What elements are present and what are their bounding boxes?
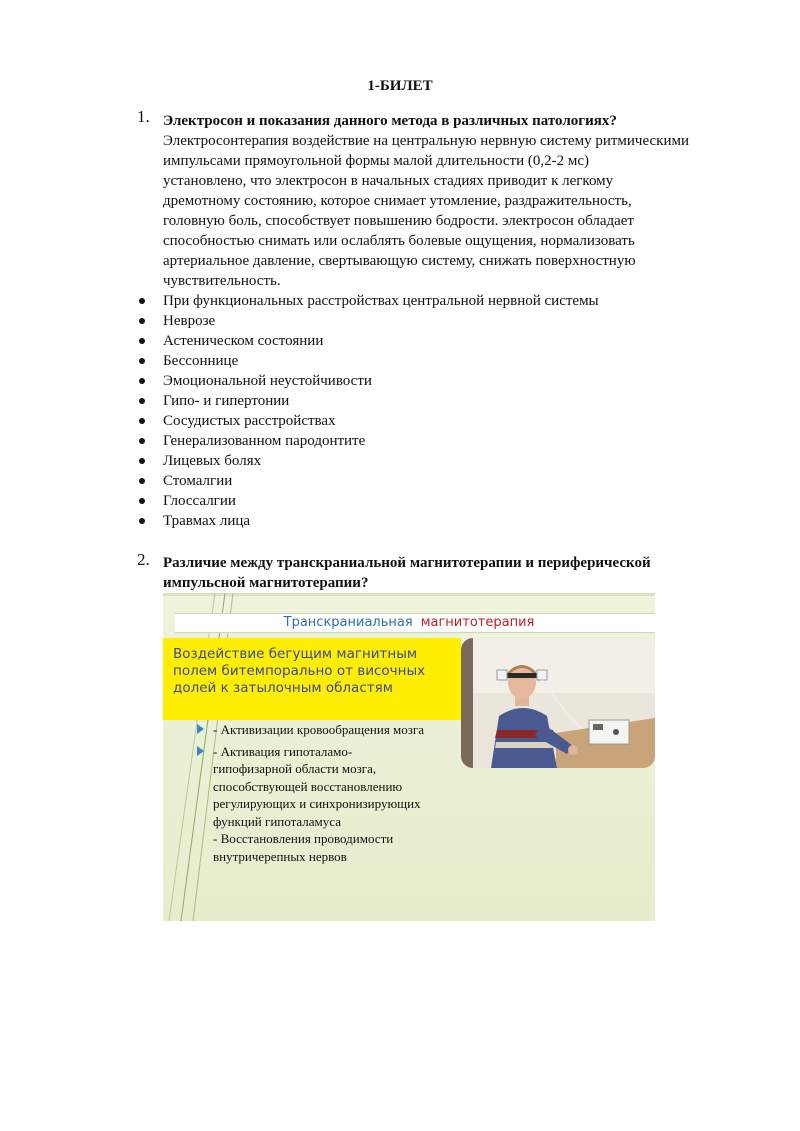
list-item bbox=[193, 743, 473, 831]
list-item-text: - Активация гипоталамо- bbox=[213, 743, 353, 759]
list-item-text: Стомалгии bbox=[163, 473, 233, 489]
list-item-text: функций гипоталамуса bbox=[213, 813, 341, 829]
list-item bbox=[137, 391, 599, 411]
list-item-text: Сосудистых расстройствах bbox=[163, 413, 336, 429]
patient-photo-illustration bbox=[461, 638, 655, 768]
effects-list bbox=[193, 721, 473, 865]
answer-line: дремотному состоянию, которое снимает утомление, раздражительность, bbox=[163, 193, 632, 209]
list-item bbox=[137, 451, 599, 471]
answer-line: способностью снимать или ослаблять болевые ощущения, нормализовать bbox=[163, 233, 635, 249]
list-item-text: При функциональных расстройствах центральной нервной системы bbox=[163, 293, 599, 309]
list-item bbox=[137, 491, 599, 511]
bullet-icon bbox=[139, 438, 145, 444]
question-2-title-line: импульсной магнитотерапии? bbox=[163, 575, 369, 591]
list-item-text: Астеническом состоянии bbox=[163, 333, 324, 349]
list-item-text: способствующей восстановлению bbox=[213, 778, 403, 794]
list-item bbox=[137, 471, 599, 491]
answer-line: установлено, что электросон в начальных стадиях приводит к легкому bbox=[163, 173, 614, 189]
list-item bbox=[137, 311, 599, 331]
list-item-text: внутричерепных нервов bbox=[213, 848, 347, 864]
list-item bbox=[137, 411, 599, 431]
bullet-icon bbox=[139, 458, 145, 464]
list-item bbox=[137, 431, 599, 451]
bullet-icon bbox=[139, 498, 145, 504]
patient-photo bbox=[461, 638, 655, 768]
list-item-text: Лицевых болях bbox=[163, 453, 262, 469]
question-1-answer bbox=[163, 131, 743, 291]
slide-heading bbox=[163, 613, 655, 633]
highlight-box bbox=[163, 638, 461, 720]
bullet-icon bbox=[139, 518, 145, 524]
list-item-text: - Активизации кровообращения мозга bbox=[213, 722, 425, 737]
question-1-number: 1. bbox=[137, 107, 150, 126]
list-item-text: гипофизарной области мозга, bbox=[213, 761, 377, 776]
answer-line: импульсами прямоугольной формы малой длительности (0,2-2 мс) bbox=[163, 153, 590, 169]
bullet-icon bbox=[139, 398, 145, 404]
arrow-icon bbox=[197, 724, 204, 734]
bullet-icon bbox=[139, 318, 145, 324]
bullet-icon bbox=[139, 338, 145, 344]
list-item-text: Гипо- и гипертонии bbox=[163, 393, 290, 409]
slide-heading-part2: магнитотерапия bbox=[420, 615, 535, 630]
bullet-icon bbox=[139, 298, 145, 304]
list-item-text: Неврозе bbox=[163, 313, 216, 329]
indications-list bbox=[137, 291, 599, 531]
answer-line: головную боль, способствует повышению бодрости. электросон обладает bbox=[163, 213, 634, 229]
question-1-title: Электросон и показания данного метода в различных патологиях? bbox=[163, 113, 617, 129]
list-item-text: Генерализованном пародонтите bbox=[163, 433, 366, 449]
arrow-icon bbox=[197, 746, 204, 756]
list-item bbox=[137, 371, 599, 391]
bullet-icon bbox=[139, 378, 145, 384]
list-item-text: регулирующих и синхронизирующих bbox=[213, 796, 421, 811]
list-item-text: Эмоциональной неустойчивости bbox=[163, 373, 372, 389]
list-item bbox=[137, 291, 599, 311]
list-item bbox=[193, 830, 473, 865]
list-item bbox=[137, 331, 599, 351]
bullet-icon bbox=[139, 418, 145, 424]
answer-line: артериальное давление, свертывающую систему, снижать поверхностную bbox=[163, 253, 636, 269]
highlight-line: Воздействие бегущим магнитным bbox=[173, 646, 418, 662]
list-item-text: Бессоннице bbox=[163, 353, 239, 369]
slide-image bbox=[163, 593, 655, 921]
question-2-title-line: Различие между транскраниальной магнитотерапии и периферической bbox=[163, 555, 651, 571]
list-item-text: Травмах лица bbox=[163, 513, 251, 529]
list-item bbox=[137, 351, 599, 371]
list-item bbox=[137, 511, 599, 531]
bullet-icon bbox=[139, 358, 145, 364]
question-2-title bbox=[163, 553, 743, 593]
highlight-line: полем битемпорально от височных bbox=[173, 663, 426, 679]
answer-line: чувствительность. bbox=[163, 273, 281, 289]
highlight-line: долей к затылочным областям bbox=[173, 680, 393, 696]
list-item-text: - Восстановления проводимости bbox=[213, 831, 394, 846]
ticket-title: 1-БИЛЕТ bbox=[367, 78, 433, 94]
slide-heading-part1: Транскраниальная bbox=[283, 615, 413, 630]
list-item-text: Глоссалгии bbox=[163, 493, 236, 509]
answer-line: Электросонтерапия воздействие на центральную нервную систему ритмическими bbox=[163, 133, 689, 149]
bullet-icon bbox=[139, 478, 145, 484]
question-2-number: 2. bbox=[137, 550, 150, 569]
highlight-text bbox=[173, 646, 453, 697]
list-item bbox=[193, 721, 473, 739]
